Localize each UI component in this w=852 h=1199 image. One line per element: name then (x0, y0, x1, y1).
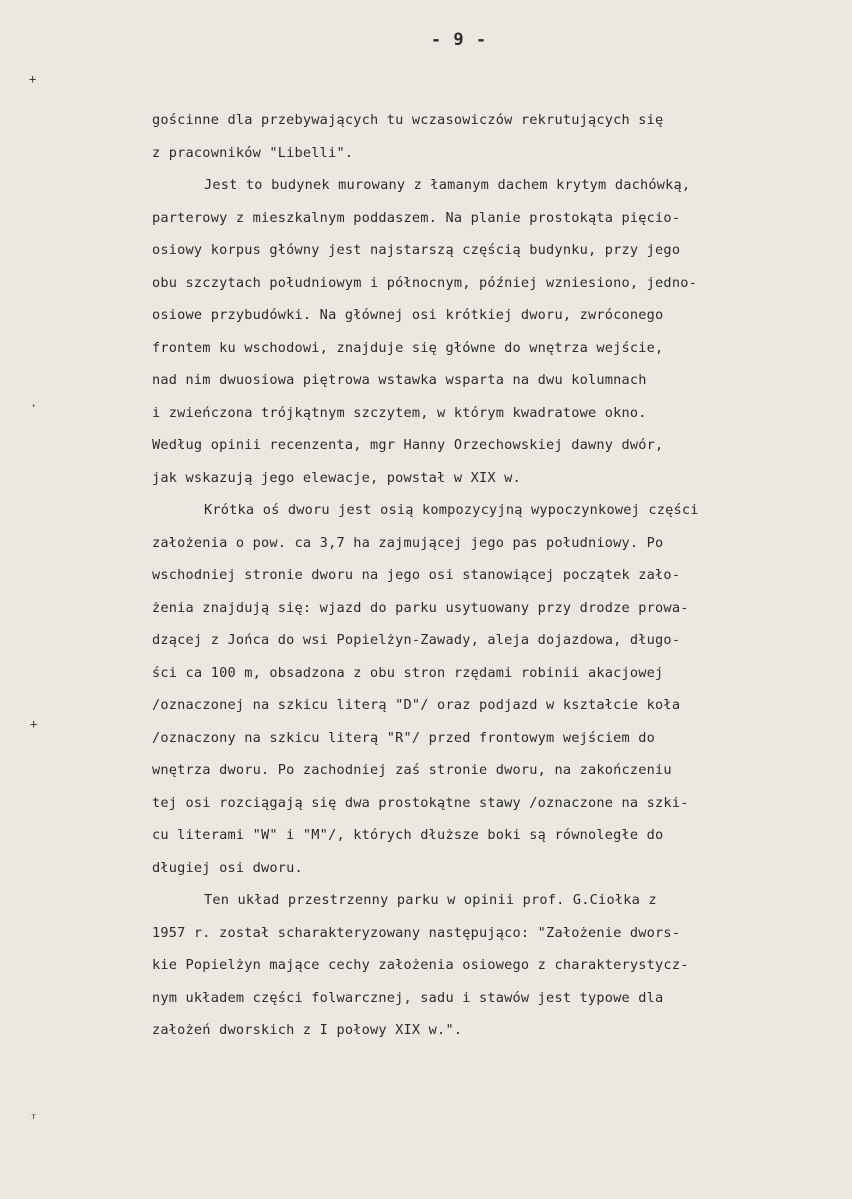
text-line: dzącej z Jońca do wsi Popielżyn-Zawady, aleja dojazdowa, długo- (152, 632, 681, 648)
text-line: z pracowników "Libelli". (152, 144, 354, 161)
text-line: założeń dworskich z I połowy XIX w.". (152, 1022, 463, 1038)
text-line: frontem ku wschodowi, znajduje się główne do wnętrza wejście, (152, 339, 664, 356)
text-line: wnętrza dworu. Po zachodniej zaś stronie dworu, na zakończeniu (152, 762, 672, 778)
text-line: tej osi rozciągają się dwa prostokątne stawy /oznaczone na szki- (152, 794, 689, 811)
text-line: nad nim dwuosiowa piętrowa wstawka wsparta na dwu kolumnach (152, 372, 647, 388)
text-line: parterowy z mieszkalnym poddaszem. Na planie prostokąta pięcio- (152, 209, 681, 226)
text-line: jak wskazują jego elewacje, powstał w XIX w. (152, 469, 521, 486)
margin-mark: · (30, 399, 38, 413)
text-line: żenia znajdują się: wjazd do parku usytuowany przy drodze prowa- (152, 599, 689, 616)
text-line: wschodniej stronie dworu na jego osi stanowiącej początek zało- (152, 567, 681, 583)
text-line: kie Popielżyn mające cechy założenia osiowego z charakterystycz- (152, 957, 689, 973)
text-line: /oznaczonej na szkicu literą "D"/ oraz podjazd w kształcie koła (152, 697, 681, 713)
margin-mark: + (30, 717, 38, 731)
page-number: - 9 - (430, 30, 488, 50)
text-line: obu szczytach południowym i północnym, później wzniesiono, jedno- (152, 274, 697, 291)
text-line: założenia o pow. ca 3,7 ha zajmującej jego pas południowy. Po (152, 534, 664, 551)
margin-mark: + (29, 72, 37, 86)
text-line: gościnne dla przebywających tu wczasowiczów rekrutujących się (152, 112, 664, 128)
text-line: 1957 r. został scharakteryzowany następująco: "Założenie dwors- (152, 924, 681, 941)
text-line: i zwieńczona trójkątnym szczytem, w którym kwadratowe okno. (152, 404, 647, 421)
paragraph-start-line: Ten układ przestrzenny parku w opinii prof. G.Ciołka z (204, 892, 657, 908)
text-line: Według opinii recenzenta, mgr Hanny Orzechowskiej dawny dwór, (152, 437, 664, 453)
text-line: /oznaczony na szkicu literą "R"/ przed frontowym wejściem do (152, 729, 656, 746)
text-line: nym układem części folwarcznej, sadu i stawów jest typowe dla (152, 989, 664, 1006)
margin-mark: ᵀ (30, 1112, 38, 1126)
text-line: cu literami "W" i "M"/, których dłuższe boki są równoległe do (152, 827, 664, 843)
text-line: osiowy korpus główny jest najstarszą częścią budynku, przy jego (152, 242, 681, 258)
text-line: długiej osi dworu. (152, 859, 303, 876)
text-line: osiowe przybudówki. Na głównej osi krótkiej dworu, zwróconego (152, 307, 664, 323)
text-line: ści ca 100 m, obsadzona z obu stron rzędami robinii akacjowej (152, 664, 664, 681)
paragraph-start-line: Krótka oś dworu jest osią kompozycyjną wypoczynkowej części (204, 502, 699, 518)
body-text (152, 104, 832, 1047)
paragraph-start-line: Jest to budynek murowany z łamanym dachem krytym dachówką, (204, 177, 691, 193)
